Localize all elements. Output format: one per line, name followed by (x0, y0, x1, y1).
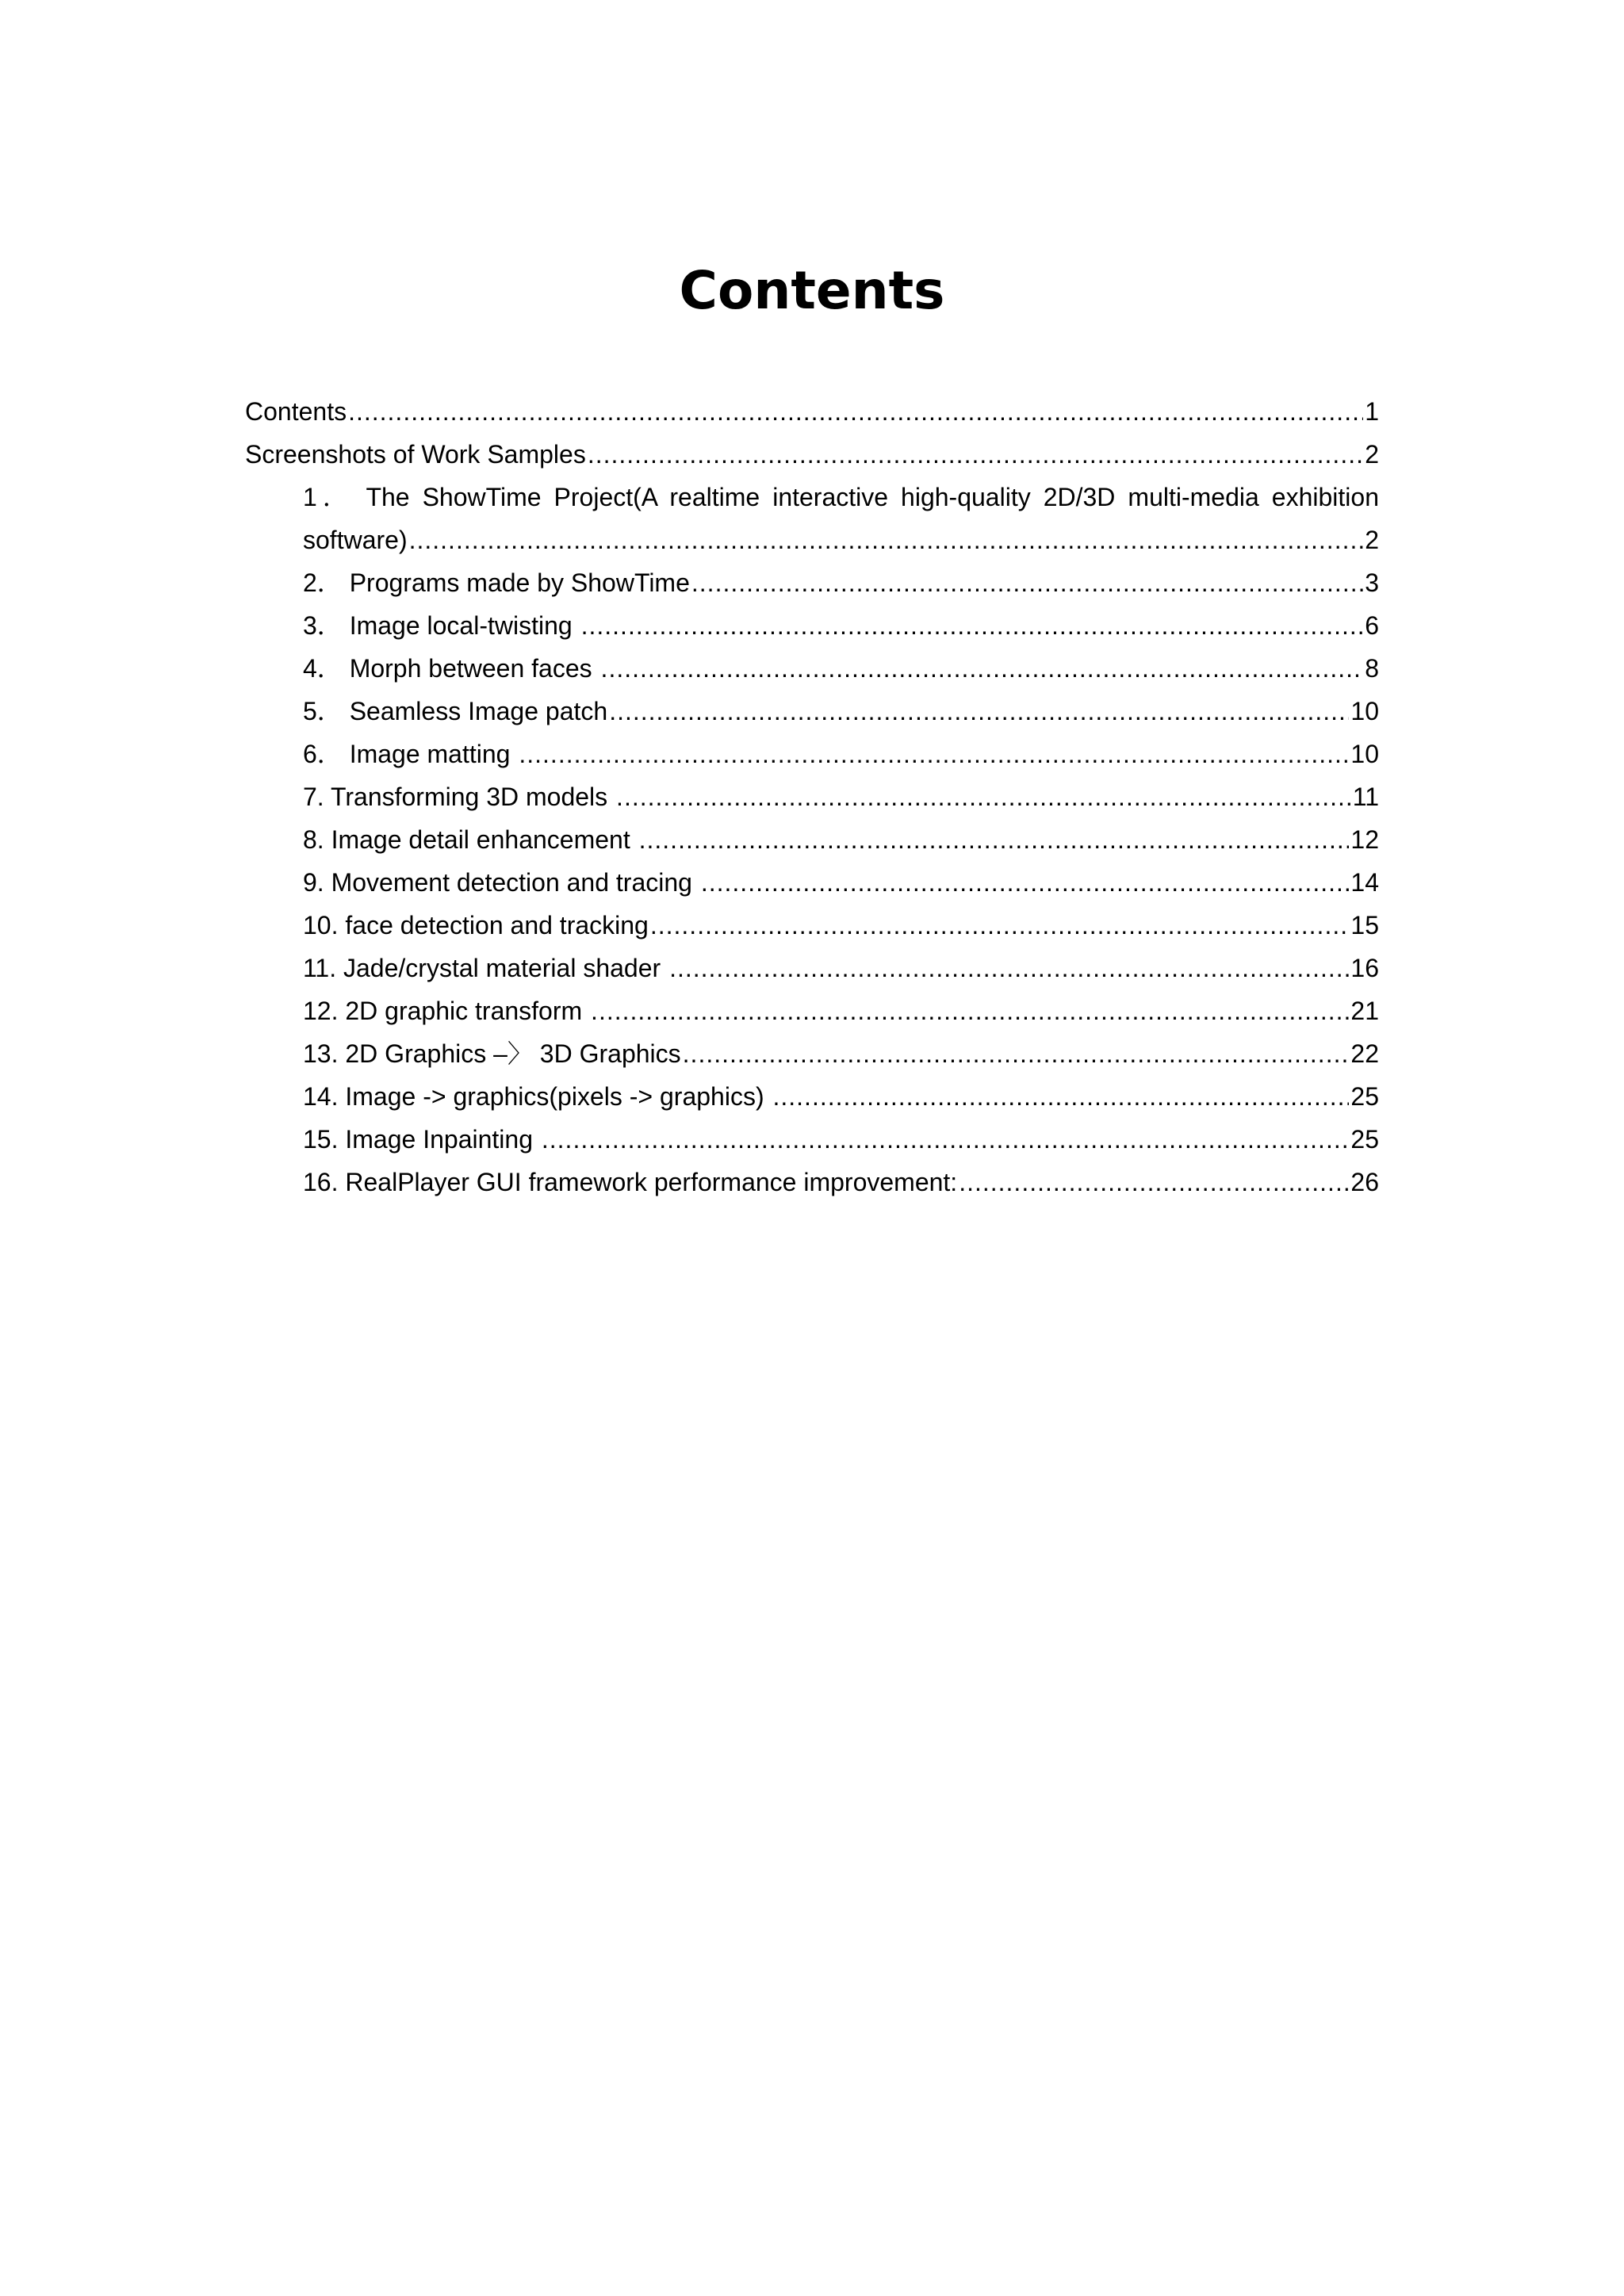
toc-entry-jade-shader[interactable] (245, 947, 1379, 989)
toc-page-number: 22 (1350, 1039, 1379, 1068)
toc-entry-contents[interactable] (245, 390, 1379, 433)
toc-entry-label: 2． Programs made by ShowTime (303, 568, 690, 597)
toc-entry-seamless-patch[interactable] (245, 690, 1379, 733)
dot-leader (581, 604, 1364, 647)
toc-entry-label: 15. Image Inpainting (303, 1125, 540, 1154)
dot-leader (639, 818, 1350, 861)
toc-entry-label-line1: 1． The ShowTime Project(A realtime interactive high-quality 2D/3D multi-media exhibition (303, 483, 1379, 511)
toc-entry-label-line2: software) (303, 526, 408, 554)
dot-leader (669, 947, 1349, 989)
toc-page-number: 6 (1365, 611, 1379, 640)
toc-entry-label: 5． Seamless Image patch (303, 697, 608, 725)
toc-entry-label: 10. face detection and tracking (303, 911, 649, 939)
toc-entry-label: 4． Morph between faces (303, 654, 599, 683)
toc-entry-local-twisting[interactable] (245, 604, 1379, 647)
toc-page-number: 2 (1365, 440, 1379, 469)
dot-leader (348, 390, 1363, 433)
toc-page-number: 16 (1350, 954, 1379, 982)
toc-entry-2d-transform[interactable] (245, 989, 1379, 1032)
toc-entry-face-detection[interactable] (245, 904, 1379, 947)
toc-page-number: 25 (1350, 1125, 1379, 1154)
dot-leader (519, 733, 1349, 775)
toc-page-number: 25 (1350, 1082, 1379, 1111)
toc-entry-label: 16. RealPlayer GUI framework performance improvement: (303, 1168, 958, 1196)
toc-entry-image-to-graphics[interactable] (245, 1075, 1379, 1118)
toc-entry-screenshots[interactable] (245, 433, 1379, 476)
dot-leader (616, 775, 1351, 818)
toc-page-number: 10 (1350, 697, 1379, 725)
toc-entry-inpainting[interactable] (245, 1118, 1379, 1161)
toc-entry-morph-faces[interactable] (245, 647, 1379, 690)
toc-entry-2d-to-3d[interactable] (245, 1032, 1379, 1075)
dot-leader (409, 519, 1364, 561)
toc-entry-programs-showtime[interactable] (245, 561, 1379, 604)
toc-page-number: 10 (1350, 740, 1379, 768)
toc-page-number: 8 (1365, 654, 1379, 683)
toc-entry-image-matting[interactable] (245, 733, 1379, 775)
toc-entry-realplayer-gui[interactable] (245, 1161, 1379, 1203)
toc-entry-label: 12. 2D graphic transform (303, 997, 590, 1025)
toc-entry-label: Screenshots of Work Samples (245, 440, 586, 469)
toc-page-number: 15 (1350, 911, 1379, 939)
table-of-contents (245, 390, 1379, 1203)
dot-leader (650, 904, 1350, 947)
toc-entry-detail-enhancement[interactable] (245, 818, 1379, 861)
toc-entry-3d-models[interactable] (245, 775, 1379, 818)
dot-leader (588, 433, 1363, 476)
toc-entry-label: 14. Image -> graphics(pixels -> graphics) (303, 1082, 772, 1111)
toc-entry-movement-detection[interactable] (245, 861, 1379, 904)
toc-entry-label: 7. Transforming 3D models (303, 783, 615, 811)
dot-leader (591, 989, 1349, 1032)
toc-entry-label: 9. Movement detection and tracing (303, 868, 699, 897)
toc-entry-label: 8. Image detail enhancement (303, 825, 638, 854)
dot-leader (772, 1075, 1349, 1118)
dot-leader (683, 1032, 1350, 1075)
toc-page-number: 2 (1365, 526, 1379, 554)
toc-entry-label: 6． Image matting (303, 740, 518, 768)
toc-page-number: 1 (1365, 397, 1379, 426)
toc-page-number: 26 (1350, 1168, 1379, 1196)
toc-page-number: 14 (1350, 868, 1379, 897)
dot-leader (701, 861, 1350, 904)
toc-entry-label: 13. 2D Graphics –〉 3D Graphics (303, 1039, 681, 1068)
toc-page-number: 12 (1350, 825, 1379, 854)
toc-page-number: 11 (1352, 783, 1379, 811)
dot-leader (691, 561, 1363, 604)
dot-leader (959, 1161, 1349, 1203)
toc-entry-label: 11. Jade/crystal material shader (303, 954, 668, 982)
toc-entry-label: Contents (245, 397, 347, 426)
toc-page-number: 21 (1350, 997, 1379, 1025)
dot-leader (542, 1118, 1350, 1161)
dot-leader (609, 690, 1349, 733)
page-title: Contents (679, 260, 945, 321)
toc-entry-showtime-project[interactable] (245, 476, 1379, 561)
toc-entry-label: 3． Image local-twisting (303, 611, 580, 640)
dot-leader (601, 647, 1364, 690)
toc-page-number: 3 (1365, 568, 1379, 597)
